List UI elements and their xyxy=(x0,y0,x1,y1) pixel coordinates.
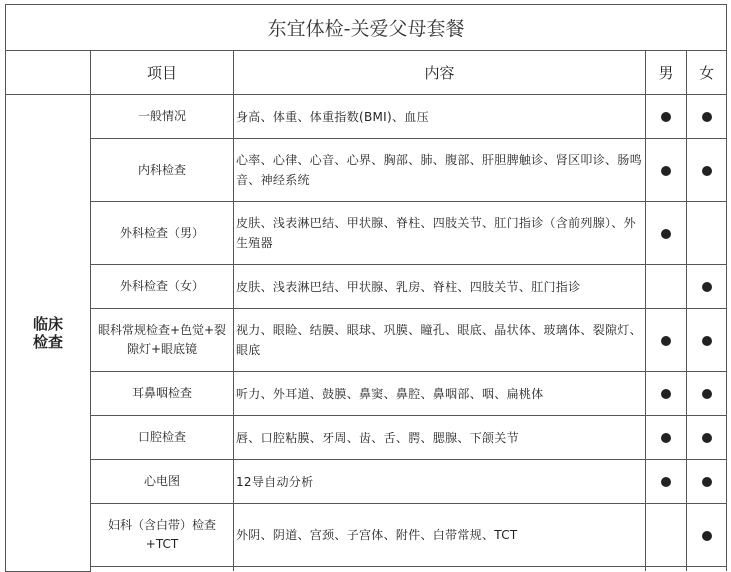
female-dot-icon xyxy=(702,433,712,443)
item-name: 内科检查 xyxy=(91,139,234,202)
item-name: 眼科常规检查+色觉+裂隙灯+眼底镜 xyxy=(91,309,234,372)
item-content: 听力、外耳道、鼓膜、鼻窦、鼻腔、鼻咽部、咽、扁桃体 xyxy=(234,372,646,416)
female-mark xyxy=(687,309,727,372)
female-mark xyxy=(687,416,727,460)
table-row xyxy=(6,416,727,460)
female-mark xyxy=(687,460,727,504)
table-row xyxy=(6,460,727,504)
female-mark xyxy=(687,95,727,139)
female-mark xyxy=(687,265,727,309)
table-row xyxy=(6,372,727,416)
female-mark xyxy=(687,139,727,202)
header-female: 女 xyxy=(687,51,727,95)
female-dot-icon xyxy=(702,166,712,176)
package-title: 东宜体检-关爱父母套餐 xyxy=(6,5,727,51)
male-mark xyxy=(646,309,687,372)
male-dot-icon xyxy=(661,433,671,443)
male-mark xyxy=(646,372,687,416)
male-dot-icon xyxy=(661,112,671,122)
male-dot-icon xyxy=(661,477,671,487)
female-dot-icon xyxy=(702,282,712,292)
female-dot-icon xyxy=(702,477,712,487)
header-content: 内容 xyxy=(234,51,646,95)
item-content: 唇、口腔粘膜、牙周、齿、舌、腭、腮腺、下颌关节 xyxy=(234,416,646,460)
category-label-line1: 临床 xyxy=(32,314,63,333)
male-mark xyxy=(646,202,687,265)
female-dot-icon xyxy=(702,389,712,399)
male-dot-icon xyxy=(661,166,671,176)
header-row xyxy=(6,51,727,95)
item-content: 皮肤、浅表淋巴结、甲状腺、脊柱、四肢关节、肛门指诊（含前列腺）、外生殖器 xyxy=(234,202,646,265)
category-cell xyxy=(6,95,91,572)
male-mark xyxy=(646,416,687,460)
table-row xyxy=(6,265,727,309)
item-name: 心电图 xyxy=(91,460,234,504)
item-content: 视力、眼睑、结膜、眼球、巩膜、瞳孔、眼底、晶状体、玻璃体、裂隙灯、眼底 xyxy=(234,309,646,372)
item-content: 皮肤、浅表淋巴结、甲状腺、乳房、脊柱、四肢关节、肛门指诊 xyxy=(234,265,646,309)
male-mark xyxy=(646,265,687,309)
male-dot-icon xyxy=(661,229,671,239)
item-content: 外阴、阴道、宫颈、子宫体、附件、白带常规、TCT xyxy=(234,504,646,567)
header-item: 项目 xyxy=(91,51,234,95)
male-mark xyxy=(646,504,687,567)
category-label-line2: 检查 xyxy=(32,332,63,351)
female-mark xyxy=(687,504,727,567)
female-mark xyxy=(687,202,727,265)
item-name: 耳鼻咽检查 xyxy=(91,372,234,416)
item-name: 妇科（含白带）检查+TCT xyxy=(91,504,234,567)
package-table xyxy=(5,4,727,572)
item-content: 心率、心律、心音、心界、胸部、肺、腹部、肝胆脾触诊、肾区叩诊、肠鸣音、神经系统 xyxy=(234,139,646,202)
table-row xyxy=(6,504,727,567)
item-name: 外科检查（女） xyxy=(91,265,234,309)
male-mark xyxy=(646,460,687,504)
item-name: 一般情况 xyxy=(91,95,234,139)
item-content: 身高、体重、体重指数(BMI)、血压 xyxy=(234,95,646,139)
header-blank xyxy=(6,51,91,95)
female-dot-icon xyxy=(702,336,712,346)
table-row xyxy=(6,202,727,265)
item-name: 口腔检查 xyxy=(91,416,234,460)
male-mark xyxy=(646,95,687,139)
item-content: 12导自动分析 xyxy=(234,460,646,504)
female-dot-icon xyxy=(702,112,712,122)
female-mark xyxy=(687,372,727,416)
table-row xyxy=(6,95,727,139)
item-name: 外科检查（男） xyxy=(91,202,234,265)
male-dot-icon xyxy=(661,336,671,346)
male-dot-icon xyxy=(661,389,671,399)
female-dot-icon xyxy=(702,531,712,541)
table-row xyxy=(6,139,727,202)
table-row xyxy=(6,309,727,372)
male-mark xyxy=(646,139,687,202)
header-male: 男 xyxy=(646,51,687,95)
